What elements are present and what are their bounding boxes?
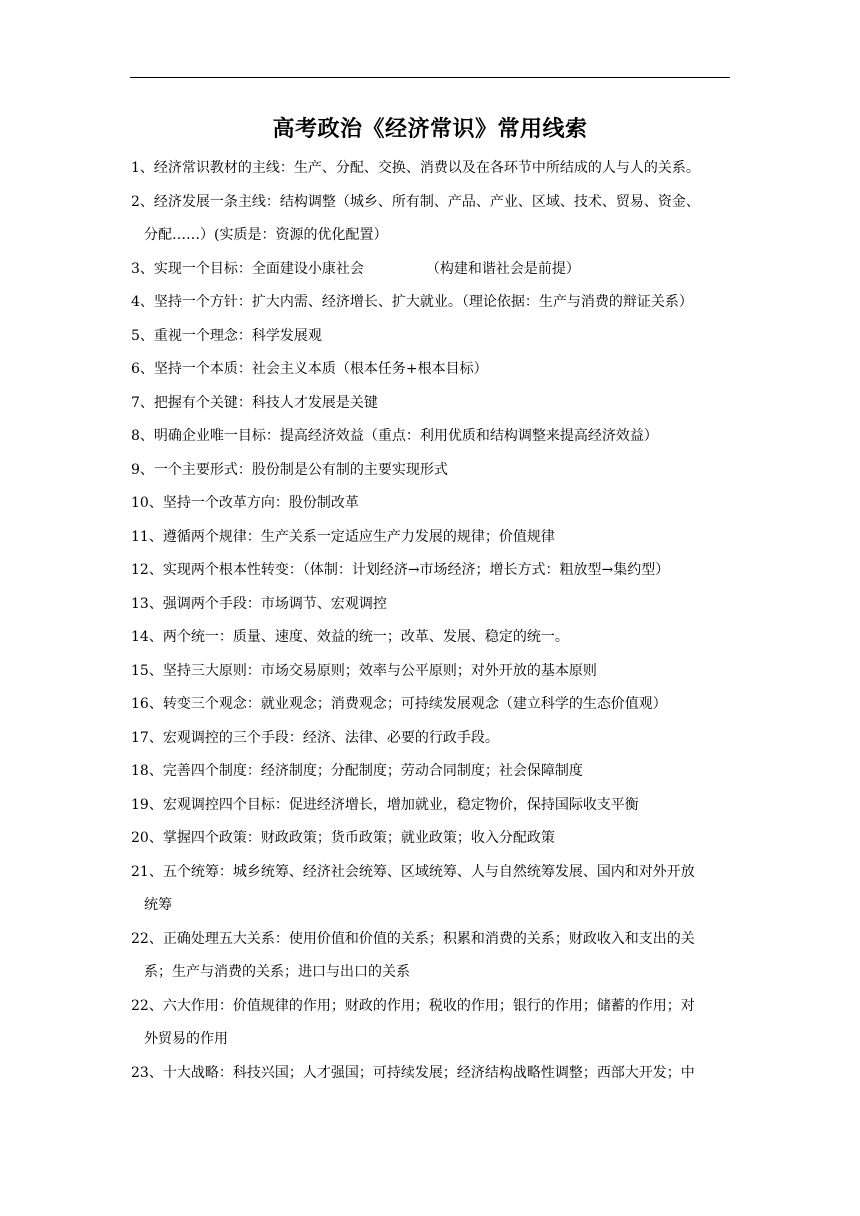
item-line: 16、转变三个观念：就业观念；消费观念；可持续发展观念（建立科学的生态价值观） [131,696,667,712]
item-line: 5、重视一个理念：科学发展观 [131,327,322,344]
item-line: 23、十大战略：科技兴国；人才强国；可持续发展；经济结构战略性调整；西部大开发；中 [131,1064,695,1081]
item-line: 14、两个统一：质量、速度、效益的统一；改革、发展、稳定的统一。 [131,629,569,645]
header-rule [130,77,730,78]
item-line: 4、坚持一个方针：扩大内需、经济增长、扩大就业。（理论依据：生产与消费的辩证关系） [131,294,693,310]
item-continuation-line: 系；生产与消费的关系；进口与出口的关系 [144,964,410,980]
item-line: 20、掌握四个政策：财政政策；货币政策；就业政策；收入分配政策 [131,830,555,846]
list-item [131,789,733,823]
list-item [131,186,733,253]
item-line: 7、把握有个关键：科技人才发展是关键 [131,394,378,411]
item-line: 2、经济发展一条主线：结构调整（城乡、所有制、产品、产业、区域、技术、贸易、资金、 [131,193,700,210]
list-item [131,621,733,655]
item-line: 21、五个统筹：城乡统筹、经济社会统筹、区域统筹、人与自然统筹发展、国内和对外开放 [131,863,695,880]
list-item [131,320,733,354]
item-line: 15、坚持三大原则：市场交易原则；效率与公平原则；对外开放的基本原则 [131,662,597,679]
list-item [131,722,733,756]
list-item [131,152,733,186]
list-item [131,420,733,454]
item-line: 22、正确处理五大关系：使用价值和价值的关系；积累和消费的关系；财政收入和支出的关 [131,930,695,947]
document-title: 高考政治《经济常识》常用线索 [272,117,588,142]
list-item [131,688,733,722]
item-line: 8、明确企业唯一目标：提高经济效益（重点：利用优质和结构调整来提高经济效益） [131,428,658,444]
list-item [131,923,733,990]
list-item [131,655,733,689]
item-line: 9、一个主要形式：股份制是公有制的主要实现形式 [131,461,448,478]
item-line: 18、完善四个制度：经济制度；分配制度；劳动合同制度；社会保障制度 [131,763,583,779]
item-line: 13、强调两个手段：市场调节、宏观调控 [131,595,387,612]
item-line: 6、坚持一个本质：社会主义本质（根本任务+根本目标） [131,361,488,377]
item-line: 10、坚持一个改革方向：股份制改革 [131,495,359,511]
item-line: 22、六大作用：价值规律的作用；财政的作用；税收的作用；银行的作用；储蓄的作用；对 [131,997,695,1014]
list-item [131,822,733,856]
list-item [131,253,733,287]
list-item [131,454,733,488]
list-item [131,554,733,588]
item-line: 12、实现两个根本性转变：（体制：计划经济→市场经济；增长方式：粗放型→集约型） [131,562,670,578]
item-main-text: 3、实现一个目标：全面建设小康社会 [131,260,364,277]
item-line: 19、宏观调控四个目标：促进经济增长，增加就业，稳定物价，保持国际收支平衡 [131,796,639,813]
list-item [131,487,733,521]
item-note-text: （构建和谐社会是前提） [425,260,580,277]
list-item [131,588,733,622]
item-continuation-line: 外贸易的作用 [144,1031,228,1047]
list-item [131,387,733,421]
list-item [131,990,733,1057]
list-item [131,1057,733,1091]
list-item [131,353,733,387]
item-line: 11、遵循两个规律：生产关系一定适应生产力发展的规律；价值规律 [131,528,555,545]
item-line: 17、宏观调控的三个手段：经济、法律、必要的行政手段。 [131,729,499,746]
list-item [131,755,733,789]
item-continuation-line: 分配……）(实质是：资源的优化配置） [144,227,388,243]
item-list [131,152,733,1090]
list-item [131,286,733,320]
item-continuation-line: 统筹 [144,897,172,913]
item-line: 1、经济常识教材的主线：生产、分配、交换、消费以及在各环节中所结成的人与人的关系。 [131,160,700,176]
list-item [131,521,733,555]
list-item [131,856,733,923]
